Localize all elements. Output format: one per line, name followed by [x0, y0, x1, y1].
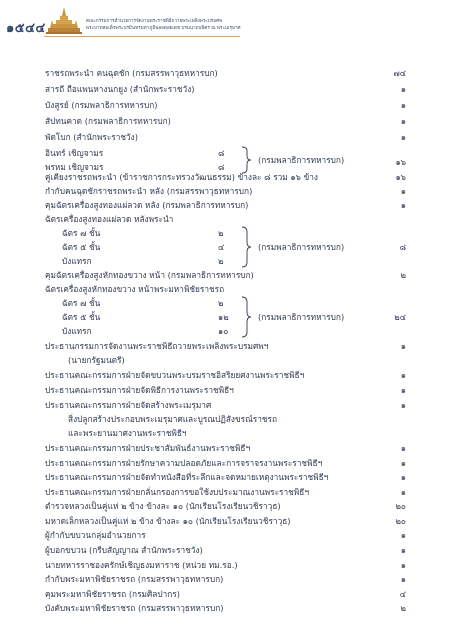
item-quantity: ๑ — [400, 385, 406, 395]
list-item — [0, 82, 460, 96]
item-quantity: ๑ — [400, 472, 406, 482]
group-item-quantity: ๑๐ — [218, 326, 229, 336]
item-text: ผู้กำกับขบวนกลุ่มอำนวยการ — [45, 530, 146, 540]
list-item — [0, 456, 460, 470]
list-item — [0, 499, 460, 513]
item-quantity: ๑ — [400, 458, 406, 468]
item-text: ผู้บอกขบวน (กรีบสัญญาณ สำนักพระราชวัง) — [45, 545, 203, 555]
list-item — [0, 114, 460, 128]
group-item-text: ฉัตร ๗ ชั้น — [62, 228, 101, 238]
list-item — [0, 282, 460, 296]
group-unit-label: (กรมพลาธิการทหารบก) — [258, 312, 345, 322]
group-item-text: พรหม เชิญจามร — [45, 162, 104, 172]
group-item-text: อินทร์ เชิญจามร — [45, 148, 104, 158]
item-quantity: ๑ — [400, 530, 406, 540]
item-text: พัดโบก (สำนักพระราชวัง) — [45, 132, 138, 142]
item-quantity: ๑ — [400, 341, 406, 351]
group-item-text: ฉัตร ๗ ชั้น — [62, 298, 101, 308]
item-quantity: ๒ — [400, 603, 406, 613]
list-item — [0, 98, 460, 112]
item-quantity: ๑ — [400, 186, 406, 196]
item-quantity: ๑ — [400, 560, 406, 570]
list-item — [0, 485, 460, 499]
group-total: ๑๖ — [395, 157, 406, 167]
item-text: กำกับพระมหาพิชัยราชรถ (กรมสรรพาวุธทหารบก) — [45, 574, 224, 584]
item-text: ประธานคณะกรรมการฝ่ายจัดทำหนังสือที่ระลึกและจดหมายเหตุงานพระราชพิธีฯ — [45, 472, 329, 482]
list-item — [0, 426, 460, 440]
group-item-quantity: ๒ — [218, 228, 224, 238]
item-quantity: ๒๐ — [395, 501, 406, 511]
item-text: นายทหารราชองครักษ์เชิญธงมหาราช (หน่วย ทม.รอ.) — [45, 560, 238, 570]
item-text: คู่เคียงราชรถพระนำ (ข้าราชการกระทรวงวัฒนธรรม) ข้างละ ๘ รวม ๑๖ ข้าง — [45, 172, 318, 182]
list-item — [0, 130, 460, 144]
group-item — [0, 226, 460, 240]
item-quantity: ๒๐ — [395, 516, 406, 526]
item-quantity: ๑ — [400, 574, 406, 584]
list-item — [0, 170, 460, 184]
list-item — [0, 514, 460, 528]
list-item — [0, 587, 460, 601]
item-text: (นายกรัฐมนตรี) — [68, 355, 125, 365]
item-text: บังสูรย์ (กรมพลาธิการทหารบก) — [45, 100, 158, 110]
group-item-quantity: ๑๒ — [218, 312, 229, 322]
item-quantity: ๑๖ — [395, 172, 406, 182]
group-total: ๘ — [399, 242, 406, 252]
list-item — [0, 558, 460, 572]
group-unit-label: (กรมพลาธิการทหารบก) — [258, 155, 345, 165]
group-item-text: ฉัตร ๕ ชั้น — [62, 312, 101, 322]
header-line-1: คณะกรรมการอำนวยการจัดงานพระราชพิธีถวายพระเพลิงพระบรมศพ — [86, 19, 223, 24]
item-text: ประธานคณะกรรมการฝ่ายจัดพิธีการงานพระราชพิธีฯ — [45, 385, 234, 395]
list-item — [0, 268, 460, 282]
item-text: ประธานคณะกรรมการฝ่ายจัดขบวนพระบรมราชอิสริยยศงานพระราชพิธีฯ — [45, 370, 305, 380]
item-quantity: ๑ — [400, 84, 406, 94]
item-text: ฉัตรเครื่องสูงทองแผ่ลวด หลังพระนำ — [45, 214, 174, 224]
item-text: คุมพระมหาพิชัยราชรถ (กรมศิลปากร) — [45, 589, 181, 599]
group-item — [0, 146, 460, 160]
item-text: ประธานกรรมการจัดงานพระราชพิธีถวายพระเพลิงพระบรมศพฯ — [45, 341, 269, 351]
item-quantity: ๑ — [400, 116, 406, 126]
item-quantity: ๔ — [399, 589, 406, 599]
right-brace — [240, 296, 252, 338]
list-item — [0, 543, 460, 557]
list-item — [0, 339, 460, 353]
item-text: ราชรถพระนำ คนฉุดชัก (กรมสรรพาวุธทหารบก) — [45, 68, 218, 78]
item-text: ตำรวจหลวงเป็นคู่แห่ ๒ ข้าง ข้างละ ๑๐ (นักเรียนโรงเรียนวชิราวุธ) — [45, 501, 281, 511]
group-item — [0, 324, 460, 338]
list-item — [0, 470, 460, 484]
list-item — [0, 412, 460, 426]
group-item-quantity: ๒ — [218, 256, 224, 266]
group-item-text: บังแทรก — [62, 256, 92, 266]
item-text: ประธานคณะกรรมการฝ่ายประชาสัมพันธ์งานพระราชพิธีฯ — [45, 443, 251, 453]
item-quantity: ๑ — [400, 370, 406, 380]
item-text: ประธานคณะกรรมการฝ่ายกลั่นกรองการขอใช้งบประมาณงานพระราชพิธีฯ — [45, 487, 309, 497]
list-item — [0, 601, 460, 615]
list-item — [0, 368, 460, 382]
group-item-quantity: ๘ — [218, 162, 225, 172]
group-item-text: บังแทรก — [62, 326, 92, 336]
item-quantity: ๑ — [400, 545, 406, 555]
item-quantity: ๑ — [400, 132, 406, 142]
group-item-quantity: ๘ — [218, 148, 225, 158]
list-item — [0, 353, 460, 367]
group-item-quantity: ๒ — [218, 298, 224, 308]
group-item — [0, 296, 460, 310]
group-item — [0, 310, 460, 324]
item-text: มหาดเล็กหลวงเป็นคู่แห่ ๒ ข้าง ข้างละ ๑๐ (นักเรียนโรงเรียนวชิราวุธ) — [45, 516, 291, 526]
item-text: ประธานคณะกรรมการฝ่ายจัดสร้างพระเมรุมาศ — [45, 400, 212, 410]
item-text: ฉัตรเครื่องสูงหักทองขวาง หน้าพระมหาพิชัยราชรถ — [45, 284, 225, 294]
group-item — [0, 240, 460, 254]
item-quantity: ๑ — [400, 443, 406, 453]
group-total: ๒๔ — [394, 312, 406, 322]
item-quantity: ๑ — [400, 200, 406, 210]
item-text: ประธานคณะกรรมการฝ่ายรักษาความปลอดภัยและการจราจรงานพระราชพิธีฯ — [45, 458, 323, 468]
item-text: สิ่งปลูกสร้างประกอบพระเมรุมาศและบูรณปฏิสังขรณ์ราชรถ — [68, 414, 278, 424]
right-brace — [240, 226, 252, 268]
item-quantity: ๑ — [400, 400, 406, 410]
group-unit-label: (กรมพลาธิการทหารบก) — [258, 242, 345, 252]
item-text: บังคับพระมหาพิชัยราชรถ (กรมสรรพาวุธทหารบก) — [45, 603, 224, 613]
item-quantity: ๑ — [400, 100, 406, 110]
item-quantity: ๑ — [400, 487, 406, 497]
group-item-text: ฉัตร ๕ ชั้น — [62, 242, 101, 252]
item-text: และพระยานมาศงานพระราชพิธีฯ — [68, 428, 187, 438]
list-item — [0, 212, 460, 226]
item-text: คุมฉัตรเครื่องสูงหักทองขวาง หน้า (กรมพลาธิการทหารบก) — [45, 270, 254, 280]
item-text: กำกับคนฉุดชักราชรถพระนำ หลัง (กรมสรรพาวุธทหารบก) — [45, 186, 253, 196]
list-item — [0, 184, 460, 198]
list-item — [0, 441, 460, 455]
list-item — [0, 198, 460, 212]
page-number: ๑๕๔๔ — [6, 21, 46, 36]
item-text: สัปทนคาด (กรมพลาธิการทหารบก) — [45, 116, 171, 126]
item-quantity: ๗๔ — [393, 68, 406, 78]
item-text: สารถี ถือแพนหางนกยูง (สำนักพระราชวัง) — [45, 84, 195, 94]
list-item — [0, 66, 460, 80]
header-line-2: พระบาทสมเด็จพระปรมินทรมหาภูมิพลอดุลยเดช บรมนาถบพิตร ณ พระเมรุมาศ — [86, 26, 241, 31]
item-text: คุมฉัตรเครื่องสูงทองแผ่ลวด หลัง (กรมพลาธิการทหารบก) — [45, 200, 249, 210]
list-item — [0, 383, 460, 397]
group-item-quantity: ๔ — [218, 242, 225, 252]
list-item — [0, 572, 460, 586]
item-quantity: ๒ — [400, 270, 406, 280]
list-item — [0, 398, 460, 412]
group-item — [0, 254, 460, 268]
list-item — [0, 528, 460, 542]
